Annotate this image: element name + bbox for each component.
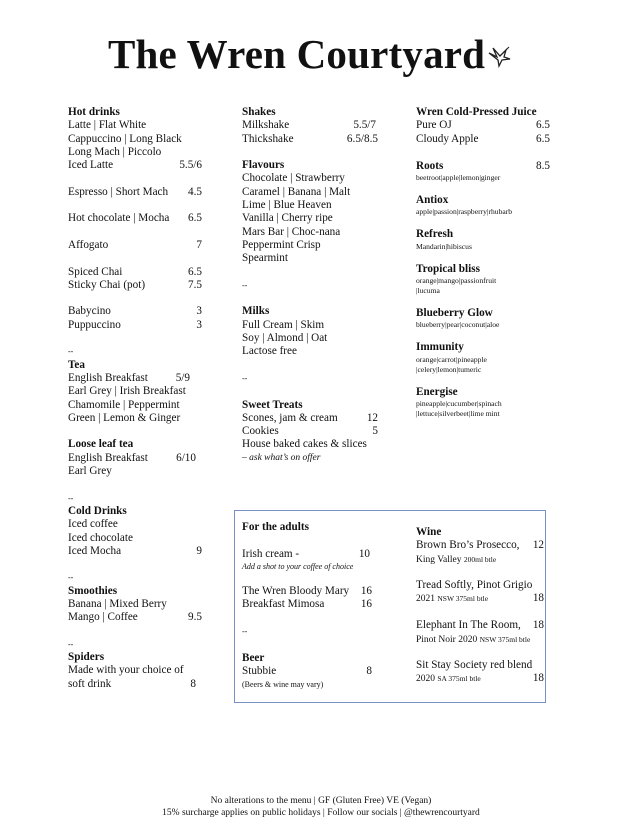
item-price: 9.5 — [188, 611, 202, 624]
menu-line: Lime | Blue Heaven — [242, 199, 332, 212]
column-2 — [242, 106, 378, 465]
item-price: 18 — [532, 672, 544, 685]
section-heading: Loose leaf tea — [68, 438, 134, 451]
menu-line: Iced coffee — [68, 518, 118, 531]
section-heading: Hot drinks — [68, 106, 120, 118]
menu-item — [68, 239, 202, 252]
footer — [0, 795, 642, 819]
menu-line: Full Cream | Skim — [242, 318, 325, 331]
item-price: 6.5 — [536, 119, 550, 132]
section-heading: Shakes — [242, 106, 276, 118]
juice-ingredients: Mandarin|hibiscus — [416, 241, 472, 251]
item-price: 5/9 — [175, 371, 190, 384]
item-price: 7 — [196, 238, 202, 251]
menu-line: Spearmint — [242, 252, 288, 265]
adults-right-column — [416, 526, 544, 687]
menu-item — [242, 425, 378, 438]
menu-line: Iced chocolate — [68, 531, 133, 544]
menu-line: Long Mach | Piccolo — [68, 145, 162, 158]
section-heading: Cold Drinks — [68, 504, 127, 517]
item-price: 8.5 — [536, 159, 550, 172]
section-heading: Smoothies — [68, 584, 118, 597]
menu-item — [416, 619, 544, 632]
menu-item — [68, 159, 202, 172]
item-price: 5 — [372, 425, 378, 438]
menu-item — [68, 279, 202, 292]
juice-ingredients: beetroot|apple|lemon|ginger — [416, 173, 501, 183]
section-heading: Beer — [242, 651, 265, 664]
juice-item — [416, 386, 550, 419]
juice-ingredients: orange|carrot|pineapple — [416, 354, 487, 364]
note-text: (Beers & wine may vary) — [242, 680, 324, 690]
footer-line: 15% surcharge applies on public holidays | Follow our socials | @thewrencourtyard — [162, 808, 480, 818]
separator: -- — [68, 493, 74, 503]
menu-item — [416, 119, 550, 132]
item-price: 10 — [358, 547, 370, 560]
juice-item — [416, 307, 550, 330]
menu-line: House baked cakes & slices — [242, 438, 367, 451]
menu-line: Cappuccino | Long Black — [68, 132, 182, 145]
item-name: Babycino — [68, 305, 111, 318]
item-price: 9 — [196, 544, 202, 557]
menu-item — [242, 598, 372, 611]
item-price: 12 — [366, 411, 378, 424]
wine-detail: Pinot Noir 2020 NSW 375ml btle — [416, 634, 531, 645]
menu-item — [68, 186, 202, 199]
item-name: Breakfast Mimosa — [242, 598, 325, 611]
section-heading: For the adults — [242, 521, 309, 533]
menu-item — [242, 548, 370, 561]
menu-line: Vanilla | Cherry ripe — [242, 212, 333, 225]
item-price: 18 — [532, 592, 544, 605]
item-name: Cookies — [242, 425, 279, 438]
section-heading: Spiders — [68, 651, 105, 664]
menu-item — [68, 305, 202, 318]
menu-line: Soy | Almond | Oat — [242, 332, 328, 345]
separator: -- — [68, 347, 74, 357]
column-3 — [416, 106, 550, 430]
menu-item — [68, 372, 190, 385]
item-name: soft drink — [68, 677, 112, 690]
menu-item — [242, 585, 372, 598]
juice-ingredients: |lucuma — [416, 286, 440, 296]
juice-name: Blueberry Glow — [416, 307, 493, 320]
menu-item — [242, 412, 378, 425]
item-price: 6.5 — [536, 132, 550, 145]
menu-item — [242, 665, 372, 678]
item-name: Sit Stay Society red blend — [416, 659, 533, 672]
menu-line: Earl Grey | Irish Breakfast — [68, 385, 186, 398]
separator: -- — [68, 639, 74, 649]
item-name: Espresso | Short Mach — [68, 185, 169, 198]
juice-item — [416, 228, 550, 251]
juice-name: Immunity — [416, 341, 464, 354]
separator: -- — [242, 373, 248, 383]
item-name: Spiced Chai — [68, 265, 123, 278]
menu-line: Mars Bar | Choc-nana — [242, 225, 341, 238]
item-price: 8 — [190, 677, 196, 690]
item-price: 5.5/7 — [353, 119, 376, 132]
item-name: Thickshake — [242, 132, 294, 145]
item-name: Affogato — [68, 238, 109, 251]
item-price: 6/10 — [176, 451, 196, 464]
separator: -- — [68, 573, 74, 583]
menu-item — [68, 611, 202, 624]
item-price: 18 — [532, 619, 544, 632]
wine-detail: 2020 SA 375ml btle 18 — [416, 672, 544, 686]
adults-left-column — [242, 521, 372, 691]
item-name: Sticky Chai (pot) — [68, 278, 146, 291]
item-price: 16 — [360, 585, 372, 598]
item-name: Scones, jam & cream — [242, 411, 338, 424]
item-name: Pure OJ — [416, 119, 452, 132]
item-price: 16 — [360, 598, 372, 611]
item-price: 4.5 — [188, 185, 202, 198]
separator: -- — [242, 280, 248, 290]
juice-ingredients: apple|passion|raspberry|rhubarb — [416, 207, 513, 217]
item-name: Mango | Coffee — [68, 611, 138, 624]
menu-item — [416, 539, 544, 552]
section-heading: Tea — [68, 358, 85, 371]
item-name: Iced Latte — [68, 159, 114, 172]
column-1 — [68, 106, 202, 691]
menu-line: Banana | Mixed Berry — [68, 597, 167, 610]
menu-item — [242, 119, 376, 132]
juice-ingredients: |celery|lemon|tumeric — [416, 364, 482, 374]
item-price: 12 — [532, 539, 544, 552]
item-price: 6.5 — [188, 212, 202, 225]
item-price: 8 — [366, 664, 372, 677]
item-price: 5.5/6 — [179, 159, 202, 172]
item-price: 3 — [196, 318, 202, 331]
menu-item — [68, 212, 202, 225]
juice-name: Antiox — [416, 194, 449, 207]
menu-line: Chocolate | Strawberry — [242, 172, 345, 185]
item-name: Elephant In The Room, — [416, 619, 521, 632]
bird-logo-icon — [486, 44, 512, 70]
menu-item — [68, 319, 202, 332]
item-name: Puppuccino — [68, 318, 121, 331]
item-price: 7.5 — [188, 278, 202, 291]
section-heading: Milks — [242, 305, 270, 318]
item-name: English Breakfast — [68, 451, 148, 464]
menu-item — [242, 133, 378, 146]
wine-detail: 2021 NSW 375ml btle 18 — [416, 592, 544, 606]
note-text: – ask what’s on offer — [242, 452, 321, 463]
menu-item — [68, 266, 202, 279]
menu-item — [68, 452, 196, 465]
juice-item — [416, 263, 550, 296]
juice-name: Energise — [416, 385, 458, 398]
menu-line: Lactose free — [242, 345, 297, 358]
menu-line: Chamomile | Peppermint — [68, 398, 180, 411]
footer-line: No alterations to the menu | GF (Gluten Free) VE (Vegan) — [210, 796, 432, 806]
menu-line: Made with your choice of — [68, 664, 184, 677]
juice-ingredients: pineapple|cucumber|spinach — [416, 398, 502, 408]
menu-line: Caramel | Banana | Malt — [242, 185, 351, 198]
item-price: 3 — [196, 305, 202, 318]
item-name: Tread Softly, Pinot Grigio — [416, 578, 533, 591]
section-heading: Wine — [416, 526, 442, 538]
juice-item — [416, 194, 550, 217]
section-heading: Sweet Treats — [242, 398, 303, 411]
item-name: Brown Bro’s Prosecco, — [416, 539, 520, 552]
menu-line: Peppermint Crisp — [242, 238, 321, 251]
juice-item — [416, 160, 550, 183]
juice-ingredients: orange|mango|passionfruit — [416, 276, 497, 286]
item-name: The Wren Bloody Mary — [242, 585, 350, 598]
note-text: Add a shot to your coffee of choice — [242, 561, 354, 571]
item-name: Hot chocolate | Mocha — [68, 212, 170, 225]
item-name: English Breakfast — [68, 371, 148, 384]
item-name: Cloudy Apple — [416, 132, 479, 145]
juice-ingredients: |lettuce|silverbeet|lime mint — [416, 408, 500, 418]
menu-item — [68, 678, 196, 691]
item-name: Milkshake — [242, 119, 290, 132]
item-price: 6.5 — [188, 265, 202, 278]
juice-name: Tropical bliss — [416, 262, 480, 275]
menu-line: Latte | Flat White — [68, 119, 147, 132]
item-name: Iced Mocha — [68, 544, 122, 557]
menu-item — [416, 133, 550, 146]
section-heading: Flavours — [242, 159, 285, 172]
separator: -- — [242, 627, 248, 637]
item-name: Irish cream - — [242, 547, 300, 560]
item-price: 6.5/8.5 — [346, 132, 378, 145]
menu-line: Green | Lemon & Ginger — [68, 411, 181, 424]
wine-detail: King Valley 200ml btle — [416, 554, 497, 565]
juice-name: Roots — [416, 159, 444, 172]
menu-line: Earl Grey — [68, 465, 112, 478]
juice-name: Refresh — [416, 228, 454, 241]
juice-item — [416, 341, 550, 374]
item-name: Stubbie — [242, 664, 277, 677]
page-title: The Wren Courtyard — [108, 31, 486, 77]
menu-item — [68, 545, 202, 558]
section-heading: Wren Cold-Pressed Juice — [416, 106, 537, 118]
juice-ingredients: blueberry|pear|coconut|aloe — [416, 320, 500, 330]
